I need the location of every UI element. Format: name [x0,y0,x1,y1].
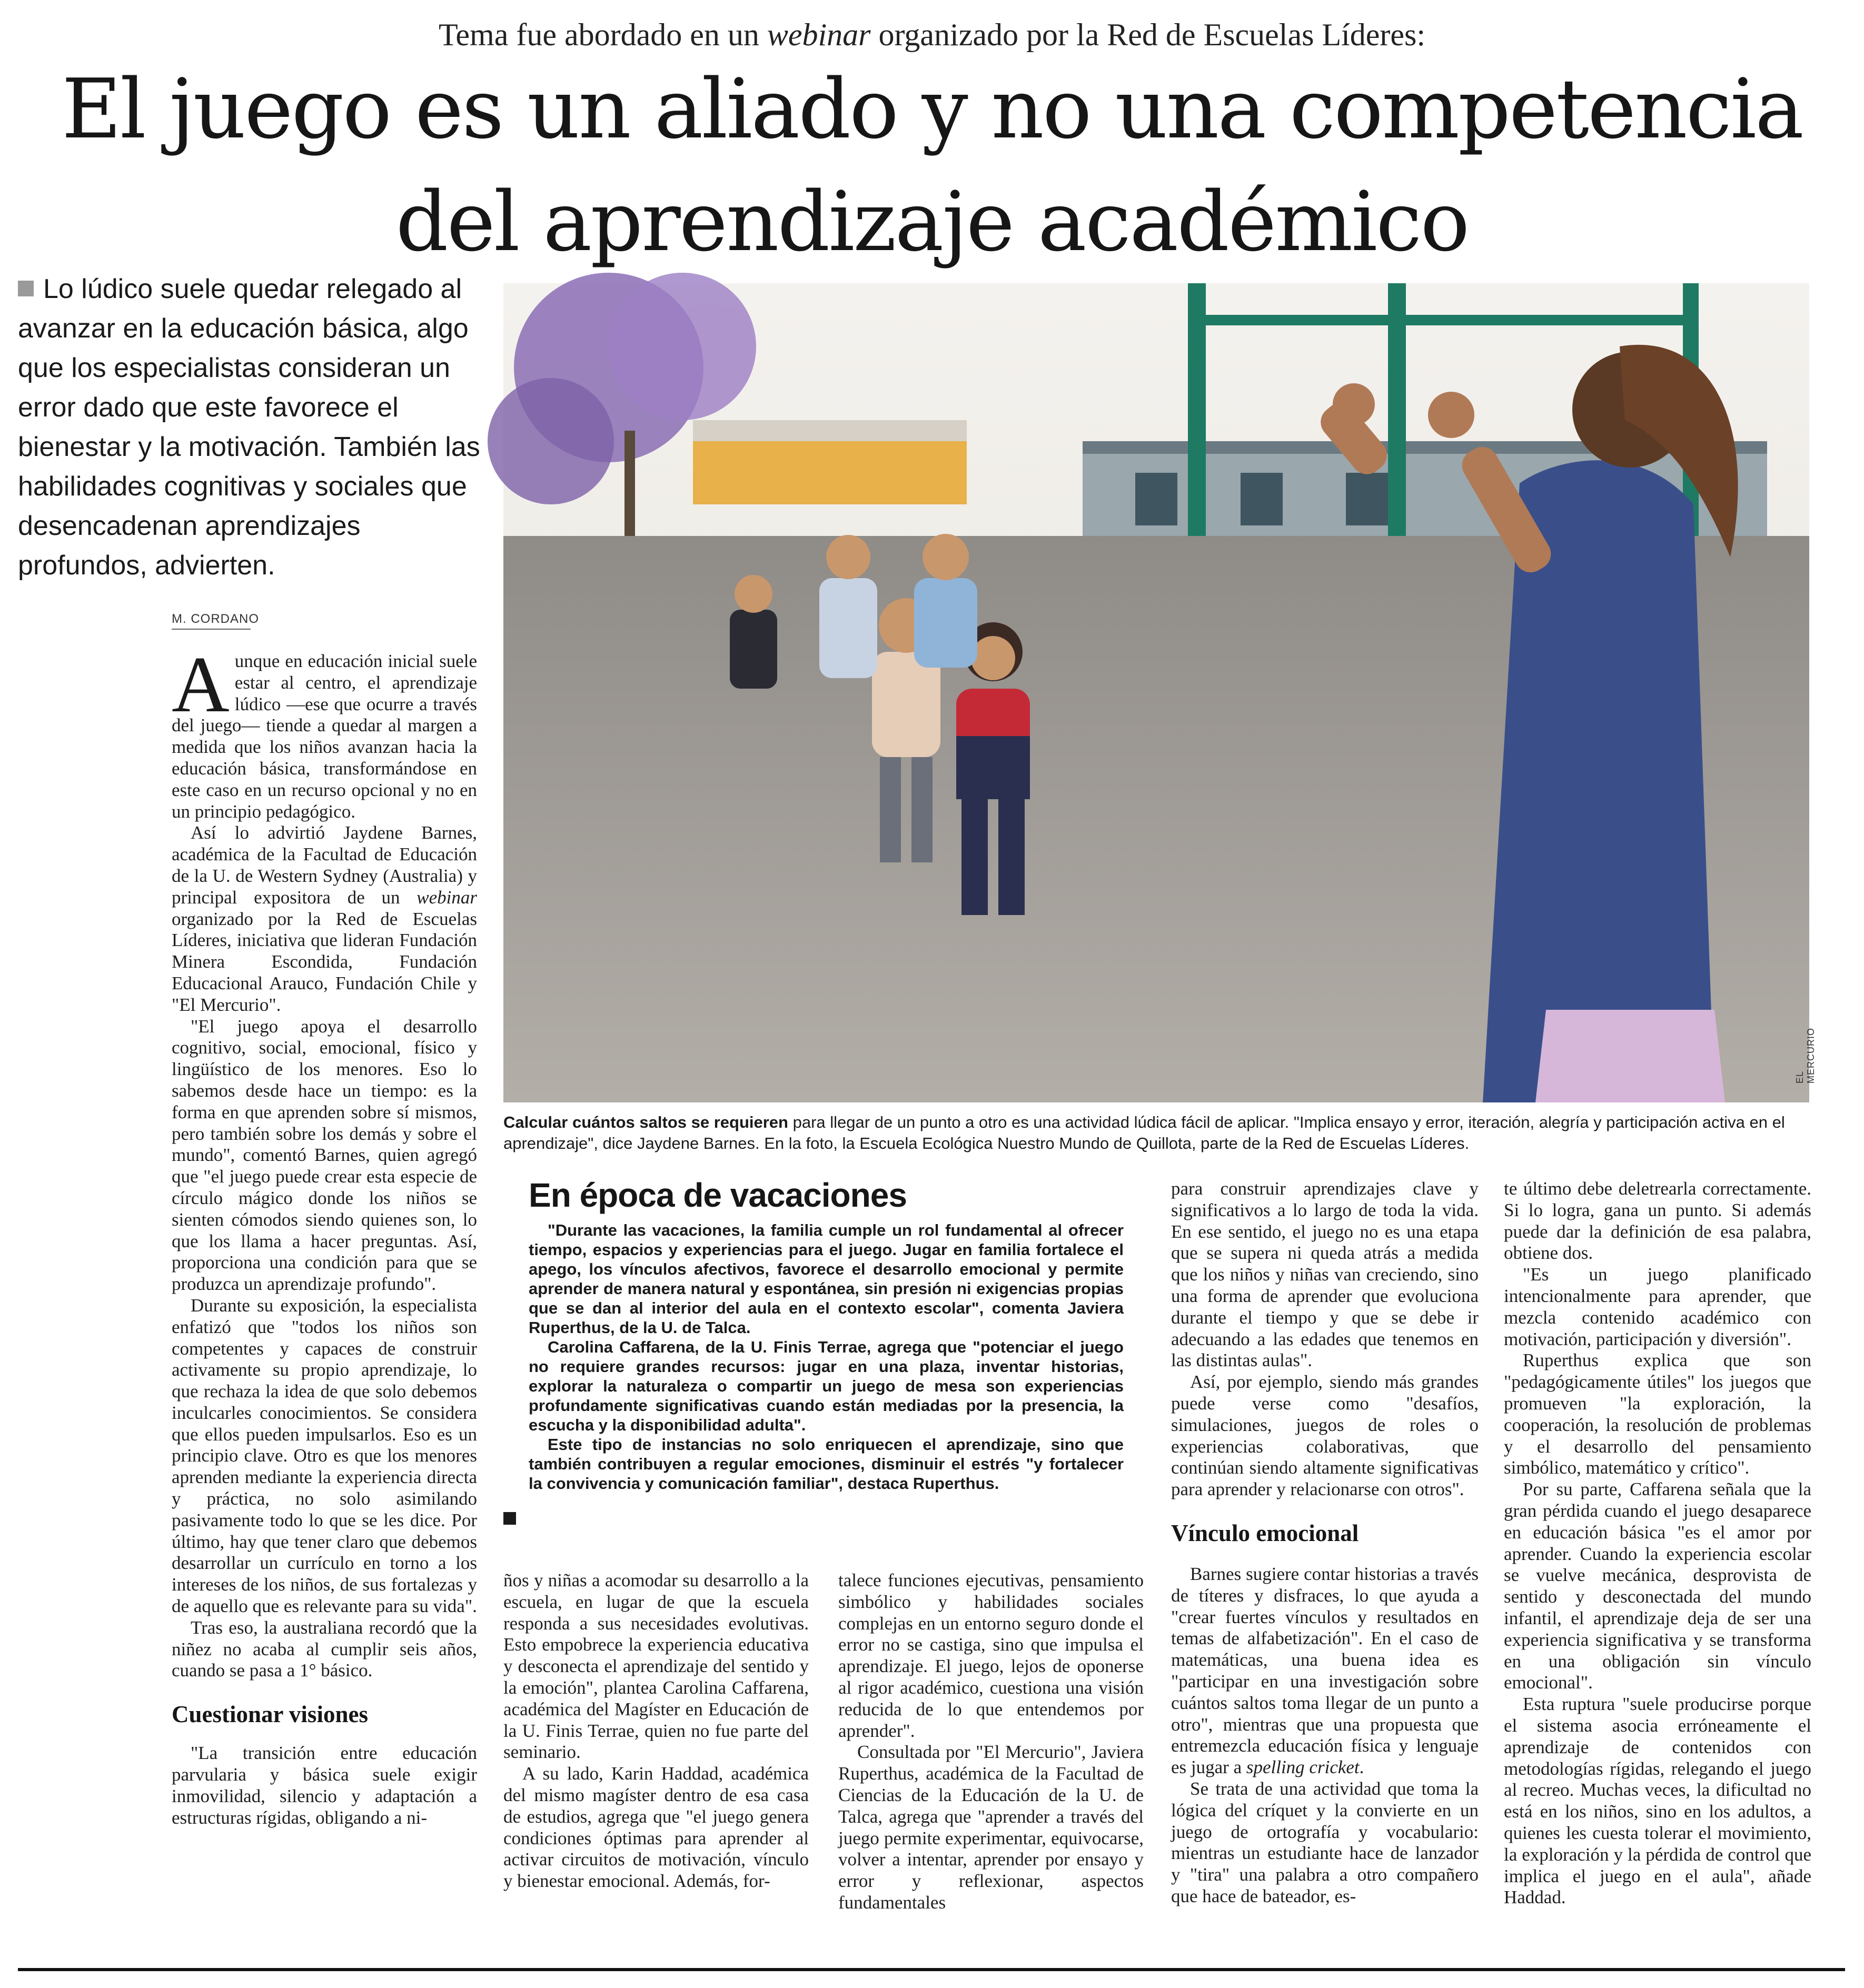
column-2 [503,1570,809,1892]
paragraph: ños y niñas a acomodar su desarrollo a la escuela, en lugar de que la escuela responda a sus necesidades evolutivas. Esto empobrece la experiencia educativa y desconecta el aprendizaje del sentido y la emoción", plantea Carolina Caffarena, académica del Magíster en Educación de la U. Finis Terrae, quien no fue parte del seminario. [503,1570,809,1763]
paragraph-text: Barnes sugiere contar historias a través de títeres y disfraces, lo que ayuda a "crear fuertes vínculos y resultados en temas de alfabetización". En el caso de matemáticas, una buena idea es "participar en una investigación sobre cuántos saltos toma llegar de un punto a otro", mientras que una propuesta que entremezcla educación física y lenguaje es jugar a [1171,1563,1479,1778]
paragraph: talece funciones ejecutivas, pensamiento simbólico y habilidades sociales complejas en un entorno seguro donde el error no se castiga, sino que impulsa el aprendizaje. El juego, lejos de oponerse al rigor académico, cuestiona una visión reducida de lo que entendemos por aprender". [838,1570,1144,1741]
column-3 [838,1570,1144,1914]
paragraph [172,640,477,822]
paragraph: para construir aprendizajes clave y significativos a lo largo de toda la vida. En ese sentido, el juego no es una etapa que se supera ni queda atrás a medida que los niños y niñas van creciendo, sino una forma de aprender que evoluciona durante el tiempo y que se debe ir adecuando a las edades que tenemos en las distintas aulas". [1171,1178,1479,1371]
paragraph: "Es un juego planificado intencionalmente para aprender, que mezcla contenido académico con motivación, participación y diversión". [1504,1264,1811,1349]
paragraph-italic: spelling cricket [1246,1757,1360,1778]
box-paragraph: "Durante las vacaciones, la familia cumple un rol fundamental al ofrecer tiempo, espacios y experiencias para el juego. Jugar en familia fortalece el apego, los vínculos afectivos, favorece el desarrollo emocional y permite aprender de manera natural y espontánea, sin presión ni exigencias propias que se dan al interior del aula en el contexto escolar", comenta Javiera Ruperthus, de la U. de Talca. [529,1221,1124,1337]
headline-line-2: del aprendizaje académico [395,174,1469,270]
byline-rule [172,629,251,630]
bottom-rule [18,1968,1845,1971]
paragraph [172,822,477,1016]
column-5 [1504,1178,1811,1909]
paragraph: Ruperthus explica que son "pedagógicamente útiles" los juegos que promueven "la exploración, la cooperación, la resolución de problemas y el desarrollo del pensamiento simbólico, matemático y crítico". [1504,1350,1811,1478]
caption-bold: Calcular cuántos saltos se requieren [503,1113,788,1131]
paragraph: "La transición entre educación parvularia y básica suele exigir inmovilidad, silencio y adaptación a estructuras rígidas, obligando a ni- [172,1743,477,1828]
box-paragraph: Carolina Caffarena, de la U. Finis Terrae, agrega que "potenciar el juego no requiere grandes recursos: jugar en una plaza, inventar historias, explorar la naturaleza o compartir un juego de mesa son experiencias profundamente significativas cuando están mediadas por la presencia, la escucha y la disponibilidad adulta". [529,1338,1124,1434]
kicker [0,15,1864,55]
paragraph: te último debe deletrearla correctamente. Si lo logra, gana un punto. Si además puede dar la definición de esa palabra, obtiene dos. [1504,1178,1811,1264]
photo-caption [503,1112,1809,1154]
kicker-text: Tema fue abordado en un [438,17,767,52]
paragraph: Durante su exposición, la especialista enfatizó que "todos los niños son competentes y capaces de construir activamente su propio aprendizaje, lo que rechaza la idea de que solo debemos inculcarles conocimientos. Se considera que ellos pueden impulsarlos. Eso es un principio clave. Otro es que los menores aprenden mediante la experiencia directa y práctica, no solo asimilando pasivamente todo lo que se les dice. Por último, hay que tener claro que debemos desarrollar un currículo en torno a los intereses de los niños, de sus fortalezas y de aquello que es relevante para su vida". [172,1295,477,1617]
lede-square-icon [18,281,34,296]
paragraph: Por su parte, Caffarena señala que la gran pérdida cuando el juego desaparece en educación básica "es el amor por aprender. Cuando la experiencia escolar se vuelve mecánica, desprovista de sentido y desconectada del mundo infantil, el aprendizaje deja de ser una experiencia significativa y se transforma en una obligación sin vínculo emocional". [1504,1479,1811,1693]
box-title: En época de vacaciones [529,1176,907,1214]
photo-credit: EL MERCURIO [1794,1028,1816,1084]
subhead-cuestionar-visiones: Cuestionar visiones [172,1701,368,1728]
photo-icon [503,283,1809,1102]
byline: M. CORDANO [172,612,259,626]
paragraph [1171,1564,1479,1778]
paragraph-text: Así lo advirtió Jaydene Barnes, académica de la Facultad de Educación de la U. de Western Sydney (Australia) y principal expositora de un [172,822,477,908]
paragraph: Esta ruptura "suele producirse porque el sistema asocia erróneamente el aprendizaje de contenidos con metodologías rígidas, relegando el juego al recreo. Muchas veces, la dificultad no está en los niños, sino en los adultos, a quienes les cuesta tolerar el movimiento, la exploración y la pérdida de control que implica el juego en el aula", añade Haddad. [1504,1694,1811,1908]
paragraph: Tras eso, la australiana recordó que la niñez no acaba al cumplir seis años, cuando se pasa a 1° básico. [172,1617,477,1681]
paragraph: Así, por ejemplo, siendo más grandes puede verse como "desafíos, simulaciones, juegos de roles o experiencias colaborativas, que continúan siendo altamente significativas para aprender y relacionarse con otros". [1171,1371,1479,1500]
paragraph: Se trata de una actividad que toma la lógica del críquet y la convierte en un juego de ortografía y vocabulario: mientras un estudiante hace de lanzador y "tira" una palabra a otro compañero que hace de bateador, es- [1171,1778,1479,1906]
box-end-square-icon [503,1512,516,1525]
column-1 [172,640,477,1828]
paragraph-text: unque en educación inicial suele estar al centro, el aprendizaje lúdico —ese que ocurre a través del juego— tiende a quedar al margen a medida que los niños avanzan hacia la educación básica, transformándose en este caso en un recurso opcional y no en un principio pedagógico. [172,651,477,822]
box-text [529,1220,1124,1493]
article-photo [503,283,1816,1102]
kicker-italic: webinar [767,17,871,52]
box-paragraph: Este tipo de instancias no solo enriquecen el aprendizaje, sino que también contribuyen a regular emociones, disminuir el estrés "y fortalecer la convivencia y comunicación familiar", destaca Ruperthus. [529,1435,1124,1493]
headline [32,53,1832,278]
paragraph-text: organizado por la Red de Escuelas Líderes, iniciativa que lideran Fundación Minera Escondida, Fundación Educacional Arauco, Fundación Chile y "El Mercurio". [172,908,477,1015]
paragraph-italic: webinar [417,887,477,908]
lede [18,270,481,585]
paragraph: A su lado, Karin Haddad, académica del mismo magíster dentro de esa casa de estudios, agrega que "el juego genera condiciones óptimas para aprender al activar circuitos de motivación, vínculo y bienestar emocional. Además, for- [503,1763,809,1892]
caption-text: para llegar de un punto a otro es una actividad lúdica fácil de aplicar. "Implica ensayo y error, iteración, alegría y participación activa en el aprendizaje", dice Jaydene Barnes. En la foto, la Escuela Ecológica Nuestro Mundo de Quillota, parte de la Red de Escuelas Líderes. [503,1113,1785,1152]
paragraph: Consultada por "El Mercurio", Javiera Ruperthus, académica de la Facultad de Ciencias de la Educación de la U. de Talca, agrega que "aprender a través del juego permite experimentar, equivocarse, volver a intentar, aprender por ensayo y error y reflexionar, aspectos fundamentales [838,1742,1144,1913]
dropcap: A [172,640,230,729]
subhead-vinculo-emocional: Vínculo emocional [1171,1519,1359,1546]
paragraph: "El juego apoya el desarrollo cognitivo, social, emocional, físico y lingüístico de los menores. Eso lo sabemos desde hace un tiempo: es la forma en que aprenden sobre sí mismos, pero también sobre los demás y sobre el mundo", comentó Barnes, quien agregó que "el juego puede crear esta especie de círculo mágico donde los niños se sienten cómodos siendo quienes son, lo que los llama a hacer preguntas. Así, proporciona una condición para que se produzca un aprendizaje profundo". [172,1016,477,1295]
headline-line-1: El juego es un aliado y no una competencia [62,61,1802,157]
paragraph-text: . [1359,1757,1364,1778]
lede-text: Lo lúdico suele quedar relegado al avanzar en la educación básica, algo que los especialistas consideran un error dado que este favorece el bienestar y la motivación. También las habilidades cognitivas y sociales que desencadenan aprendizajes profundos, advierten. [18,274,480,581]
column-4 [1171,1178,1479,1907]
kicker-text-end: organizado por la Red de Escuelas Líderes: [870,17,1426,52]
